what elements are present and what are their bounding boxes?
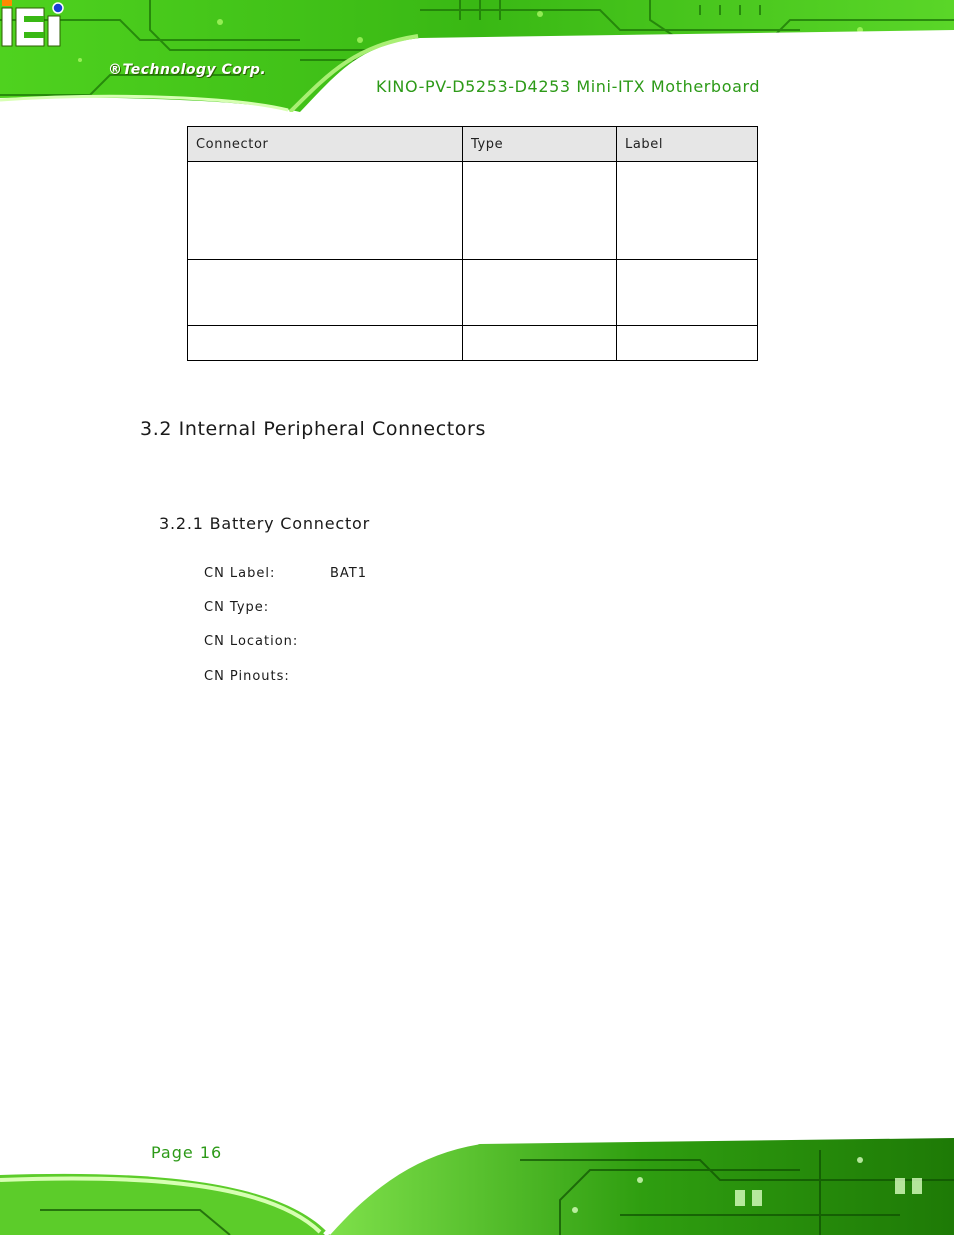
- table-cell: [617, 326, 758, 361]
- table-header-row: [188, 127, 758, 162]
- column-header-connector: Connector: [188, 127, 463, 162]
- cn-type-label: CN Type:: [204, 600, 270, 615]
- cn-pinouts-label: CN Pinouts:: [204, 669, 290, 684]
- page-header: [0, 0, 954, 112]
- company-name: ®Technology Corp.: [108, 62, 267, 78]
- connector-table: [187, 126, 758, 361]
- page-number: Page 16: [151, 1143, 223, 1162]
- circuit-board-footer: [0, 1120, 954, 1235]
- table-row: [188, 260, 758, 326]
- table-row: [188, 326, 758, 361]
- cn-label-label: CN Label:: [204, 566, 276, 581]
- column-header-label: Label: [617, 127, 758, 162]
- column-header-type: Type: [463, 127, 617, 162]
- page-footer: [0, 1120, 954, 1235]
- subsection-title: 3.2.1 Battery Connector: [159, 514, 371, 533]
- section-title: 3.2 Internal Peripheral Connectors: [140, 418, 486, 440]
- table-cell: [463, 162, 617, 260]
- table-cell: [188, 260, 463, 326]
- table-row: [188, 162, 758, 260]
- table-cell: [188, 326, 463, 361]
- table-cell: [463, 326, 617, 361]
- table-cell: [463, 260, 617, 326]
- table-cell: [617, 260, 758, 326]
- cn-label-value: BAT1: [330, 566, 368, 581]
- cn-location-label: CN Location:: [204, 634, 299, 649]
- table-cell: [617, 162, 758, 260]
- table-cell: [188, 162, 463, 260]
- iei-logo: [0, 0, 70, 50]
- product-title: KINO-PV-D5253-D4253 Mini-ITX Motherboard: [376, 77, 761, 96]
